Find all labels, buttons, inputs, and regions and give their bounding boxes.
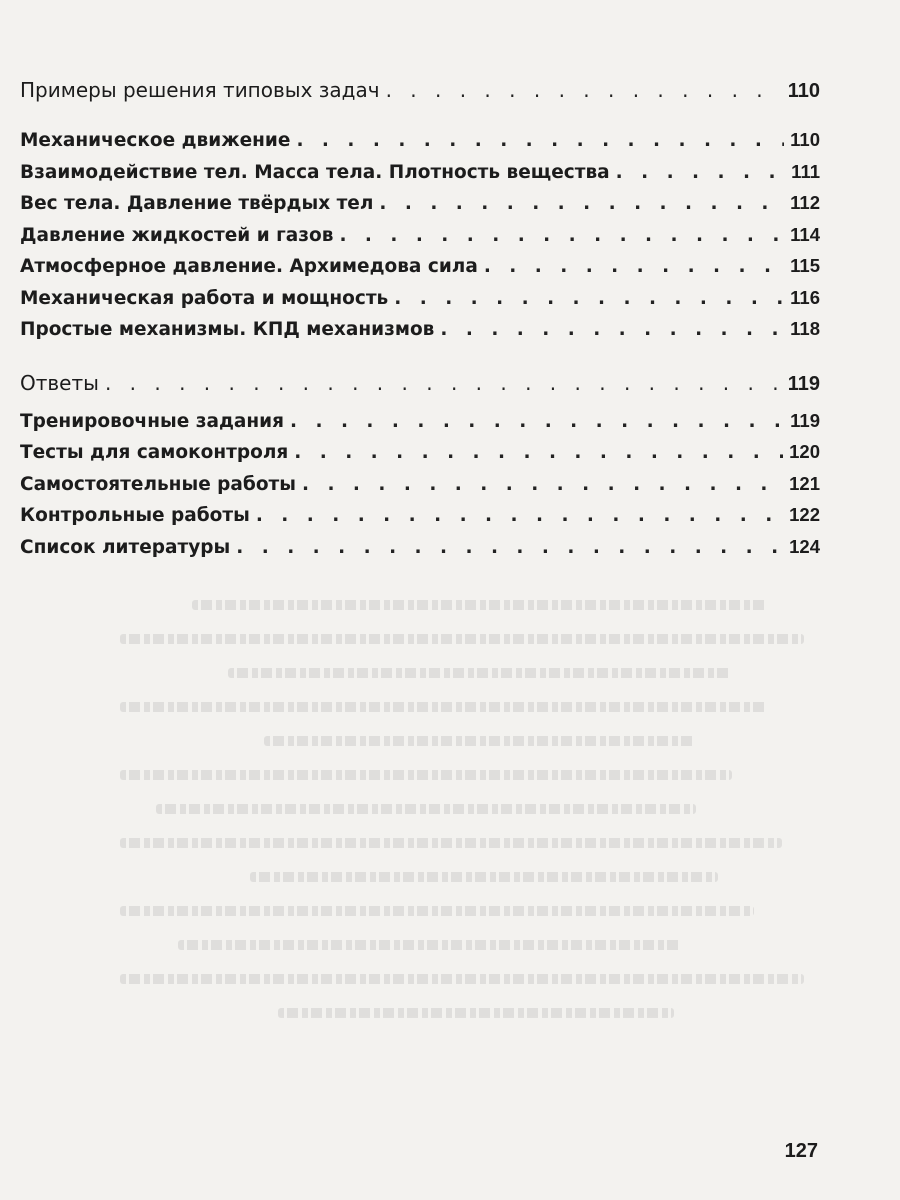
dot-leader <box>294 437 783 469</box>
dot-leader <box>394 283 784 315</box>
toc-page-number: 116 <box>790 286 820 308</box>
dot-leader <box>302 469 783 501</box>
toc-page-number: 110 <box>790 129 820 150</box>
dot-leader <box>290 406 784 438</box>
toc-item-title: Тренировочные задания <box>20 410 285 432</box>
toc-item[interactable] <box>20 250 820 282</box>
dot-leader <box>616 157 786 189</box>
toc-item[interactable] <box>20 187 820 219</box>
toc-item[interactable] <box>20 156 820 188</box>
toc-item[interactable] <box>20 531 820 563</box>
toc-page-number: 111 <box>791 160 820 182</box>
toc-item[interactable] <box>20 282 820 314</box>
toc-item[interactable] <box>20 313 820 345</box>
toc-item-title: Давление жидкостей и газов <box>20 224 334 246</box>
dot-leader <box>296 125 784 157</box>
toc-item-title: Вес тела. Давление твёрдых тел <box>20 193 374 214</box>
toc-item[interactable] <box>20 499 820 531</box>
toc-page-number: 118 <box>790 318 820 339</box>
table-of-contents <box>20 72 820 562</box>
toc-item[interactable] <box>20 436 820 468</box>
dot-leader <box>339 220 784 252</box>
toc-item-title: Контрольные работы <box>20 505 250 526</box>
dot-leader <box>386 72 782 108</box>
toc-item-title: Самостоятельные работы <box>20 473 296 495</box>
toc-section-examples[interactable] <box>20 72 820 108</box>
toc-page-number: 119 <box>787 372 820 395</box>
toc-item-title: Тесты для самоконтроля <box>20 442 289 463</box>
toc-section-title: Ответы <box>20 370 99 395</box>
toc-item-title: Атмосферное давление. Архимедова сила <box>20 256 478 277</box>
toc-page-number: 122 <box>789 504 820 525</box>
toc-item-title: Простые механизмы. КПД механизмов <box>20 319 435 340</box>
toc-page-number: 112 <box>790 192 820 213</box>
reverse-side-bleed-through <box>120 600 840 1050</box>
toc-item-title: Механическое движение <box>20 130 291 151</box>
toc-page-number: 114 <box>790 223 820 245</box>
dot-leader <box>236 532 783 564</box>
toc-page-number: 110 <box>787 80 820 102</box>
dot-leader <box>484 251 784 283</box>
toc-page-number: 119 <box>790 409 820 431</box>
toc-page-number: 121 <box>789 472 820 494</box>
toc-page-number: 115 <box>790 255 820 276</box>
toc-item-title: Список литературы <box>20 536 231 558</box>
toc-item[interactable] <box>20 468 820 500</box>
toc-item-title: Взаимодействие тел. Масса тела. Плотность вещества <box>20 161 610 183</box>
toc-section-title: Примеры решения типовых задач <box>20 78 380 102</box>
toc-item[interactable] <box>20 405 820 437</box>
toc-item-title: Механическая работа и мощность <box>20 287 389 309</box>
toc-item[interactable] <box>20 219 820 251</box>
dot-leader <box>440 314 784 346</box>
dot-leader <box>256 500 783 532</box>
toc-page-number: 120 <box>789 441 820 462</box>
toc-section-answers[interactable] <box>20 365 820 401</box>
toc-page-number: 124 <box>789 535 820 557</box>
toc-item[interactable] <box>20 124 820 156</box>
page-number: 127 <box>784 1140 818 1162</box>
dot-leader <box>105 365 782 401</box>
dot-leader <box>379 188 784 220</box>
